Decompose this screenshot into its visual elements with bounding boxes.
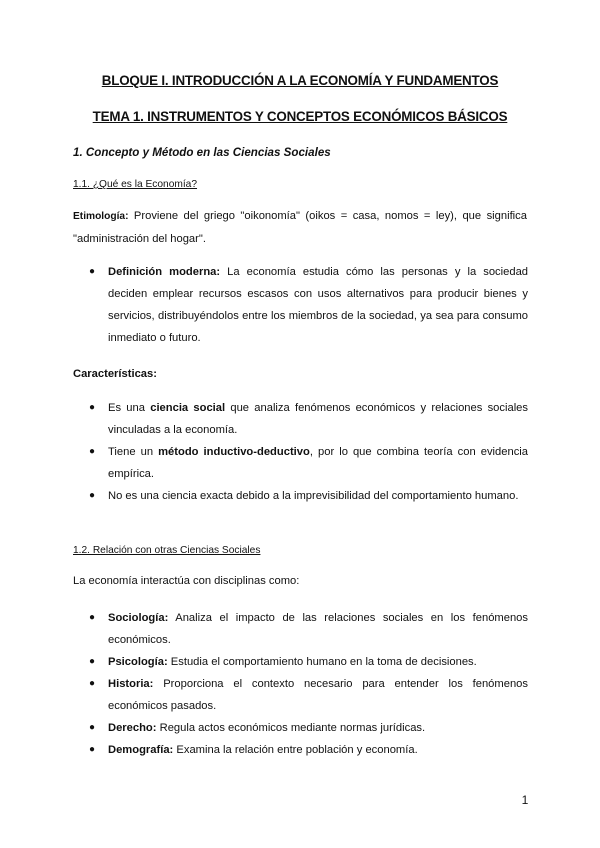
definicion-label: Definición moderna:	[108, 266, 221, 278]
list-item: ● Psicología: Estudia el comportamiento humano en la toma de decisiones.	[73, 651, 528, 673]
bullet-icon: ●	[89, 446, 96, 457]
section-title: 1. Concepto y Método en las Ciencias Sociales	[73, 146, 331, 159]
tema-title: TEMA 1. INSTRUMENTOS Y CONCEPTOS ECONÓMICOS BÁSICOS	[92, 109, 508, 124]
bullet-icon: ●	[89, 744, 96, 755]
etimologia-paragraph	[73, 205, 527, 250]
list-item: ● No es una ciencia exacta debido a la imprevisibilidad del comportamiento humano.	[73, 485, 528, 507]
caracteristicas-heading: Características:	[73, 368, 157, 380]
list-item: ● Demografía: Examina la relación entre población y economía.	[73, 739, 528, 761]
bullet-icon: ●	[89, 402, 96, 413]
etimologia-text: Proviene del griego "oikonomía" (oikos = casa, nomos = ley), que significa "administración del hogar".	[73, 210, 527, 245]
subsection-title-1-1: 1.1. ¿Qué es la Economía?	[73, 179, 198, 190]
intro-paragraph: La economía interactúa con disciplinas como:	[73, 575, 300, 587]
bullet-icon: ●	[89, 656, 96, 667]
definicion-list	[73, 261, 528, 349]
list-item: ● Es una ciencia social que analiza fenómenos económicos y relaciones sociales vinculadas a la economía.	[73, 397, 528, 441]
bullet-icon: ●	[89, 678, 96, 689]
bullet-icon: ●	[89, 490, 96, 501]
disciplinas-list	[73, 607, 528, 761]
list-item: ● Derecho: Regula actos económicos mediante normas jurídicas.	[73, 717, 528, 739]
definicion-text: La economía estudia cómo las personas y la sociedad deciden emplear recursos escasos con usos alternativos para producir bienes y servicios, distribuyéndolos entre los miembros de la sociedad, ya sea para consumo inmediato o futuro.	[108, 266, 529, 344]
caracteristicas-list	[73, 397, 528, 507]
etimologia-label: Etimología:	[73, 211, 129, 222]
page-number: 1	[521, 793, 529, 807]
list-item	[73, 261, 528, 349]
list-item: ● Historia: Proporciona el contexto necesario para entender los fenómenos económicos pasados.	[73, 673, 528, 717]
list-item: ● Sociología: Analiza el impacto de las relaciones sociales en los fenómenos económicos.	[73, 607, 528, 651]
block-title: BLOQUE I. INTRODUCCIÓN A LA ECONOMÍA Y FUNDAMENTOS	[101, 73, 499, 88]
bullet-icon: ●	[89, 722, 96, 733]
subsection-title-1-2: 1.2. Relación con otras Ciencias Sociales	[73, 545, 261, 556]
bullet-icon: ●	[89, 612, 96, 623]
list-item: ● Tiene un método inductivo-deductivo, por lo que combina teoría con evidencia empírica.	[73, 441, 528, 485]
bullet-icon: ●	[89, 266, 96, 277]
